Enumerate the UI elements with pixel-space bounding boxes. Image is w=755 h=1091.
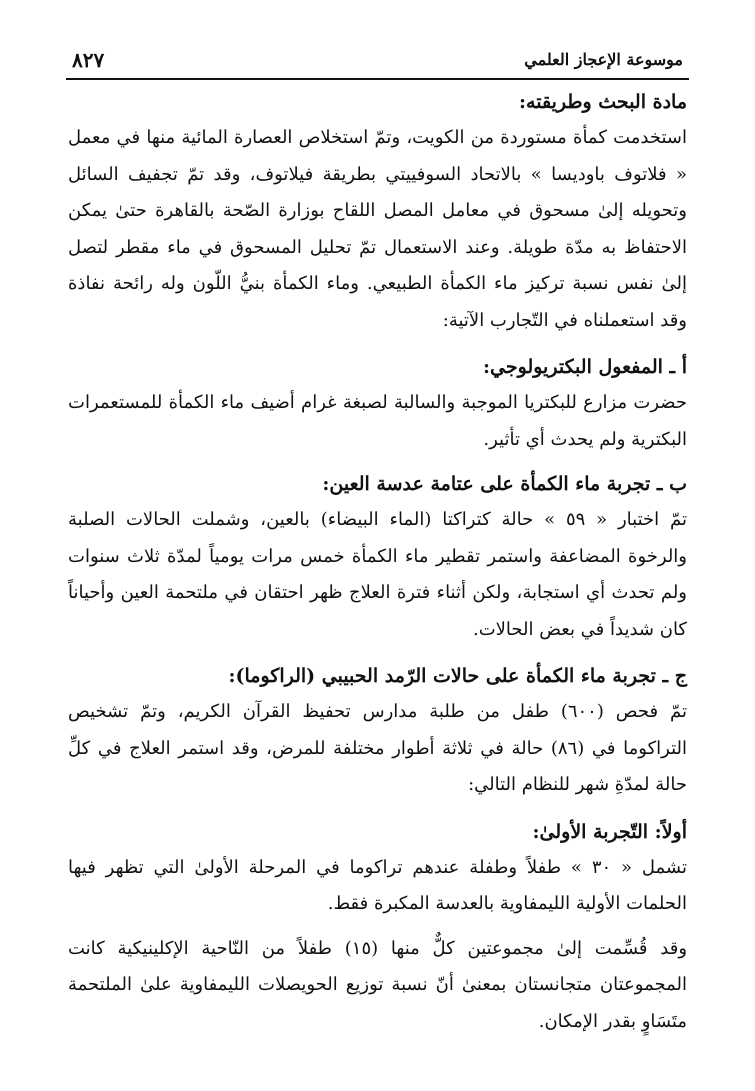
paragraph: استخدمت كمأة مستوردة من الكويت، وتمّ استخلاص العصارة المائية منها في معمل « فلاتوف باوديسا » بالاتحاد السوفييتي بطريقة فيلاتوف، وقد تمّ تجفيف السائل وتحويله إلىٰ مسحوق في معامل المصل اللقاح بوزارة الصّحة بالقاهرة حتىٰ يمكن الاحتفاظ به مدّة طويلة. وعند الاستعمال تمّ تحليل المسحوق في ماء مقطر لتصل إلىٰ نفس نسبة تركيز ماء الكمأة الطبيعي. وماء الكمأة بنيُّ اللّون وله رائحة نفاذة وقد استعملناه في التّجارب الآتية:	[68, 127, 687, 331]
page-header	[66, 44, 689, 80]
paragraph: تشمل « ٣٠ » طفلاً وطفلة عندهم تراكوما في المرحلة الأولىٰ التي تظهر فيها الحلمات الأولية الليمفاوية بالعدسة المكبرة فقط.	[68, 856, 688, 914]
page-number: ٨٢٧	[72, 48, 105, 72]
section-first-experiment	[68, 814, 687, 1041]
section-cataract-experiment	[68, 466, 687, 648]
section-trachoma-experiment	[68, 658, 687, 804]
paragraph: حضرت مزارع للبكتريا الموجبة والسالبة لصبغة غرام أضيف ماء الكمأة للمستعمرات البكترية ولم يحدث أي تأثير.	[68, 392, 687, 450]
section-heading: أ ـ المفعول البكتريولوجي:	[483, 356, 687, 378]
section-heading: ب ـ تجربة ماء الكمأة على عتامة عدسة العين:	[322, 473, 687, 495]
paragraph: وقد قُسِّمت إلىٰ مجموعتين كلٌّ منها (١٥) طفلاً من النّاحية الإكلينيكية كانت المجموعتان متجانستان بمعنىٰ أنّ نسبة توزيع الحويصلات الليمفاوية علىٰ الملتحمة متَسَاوٍ بقدر الإمكان.	[68, 937, 688, 1032]
paragraph: تمّ اختبار « ٥٩ » حالة كتراكتا (الماء البيضاء) بالعين، وشملت الحالات الصلبة والرخوة المضاعفة واستمر تقطير ماء الكمأة خمس مرات يومياً لمدّة ثلاث سنوات ولم تحدث أي استجابة، ولكن أثناء فترة العلاج ظهر احتقان في ملتحمة العين وأحياناً كان شديداً في بعض الحالات.	[68, 509, 687, 640]
section-heading: ج ـ تجربة ماء الكمأة على حالات الرّمد الحبيبي (الراكوما):	[228, 665, 687, 687]
section-research-material	[68, 84, 687, 339]
paragraph: تمّ فحص (٦٠٠) طفل من طلبة مدارس تحفيظ القرآن الكريم، وتمّ تشخيص التراكوما في (٨٦) حالة في ثلاثة أطوار مختلفة للمرض، وقد استمر العلاج في كلِّ حالة لمدّةِ شهر للنظام التالي:	[68, 701, 687, 795]
running-title: موسوعة الإعجاز العلمي	[524, 50, 683, 69]
section-bacteriological-effect	[68, 349, 687, 458]
section-heading: أولاً: التّجربة الأولىٰ:	[532, 820, 687, 843]
section-heading: مادة البحث وطريقته:	[519, 91, 687, 113]
page-body	[68, 84, 687, 1040]
